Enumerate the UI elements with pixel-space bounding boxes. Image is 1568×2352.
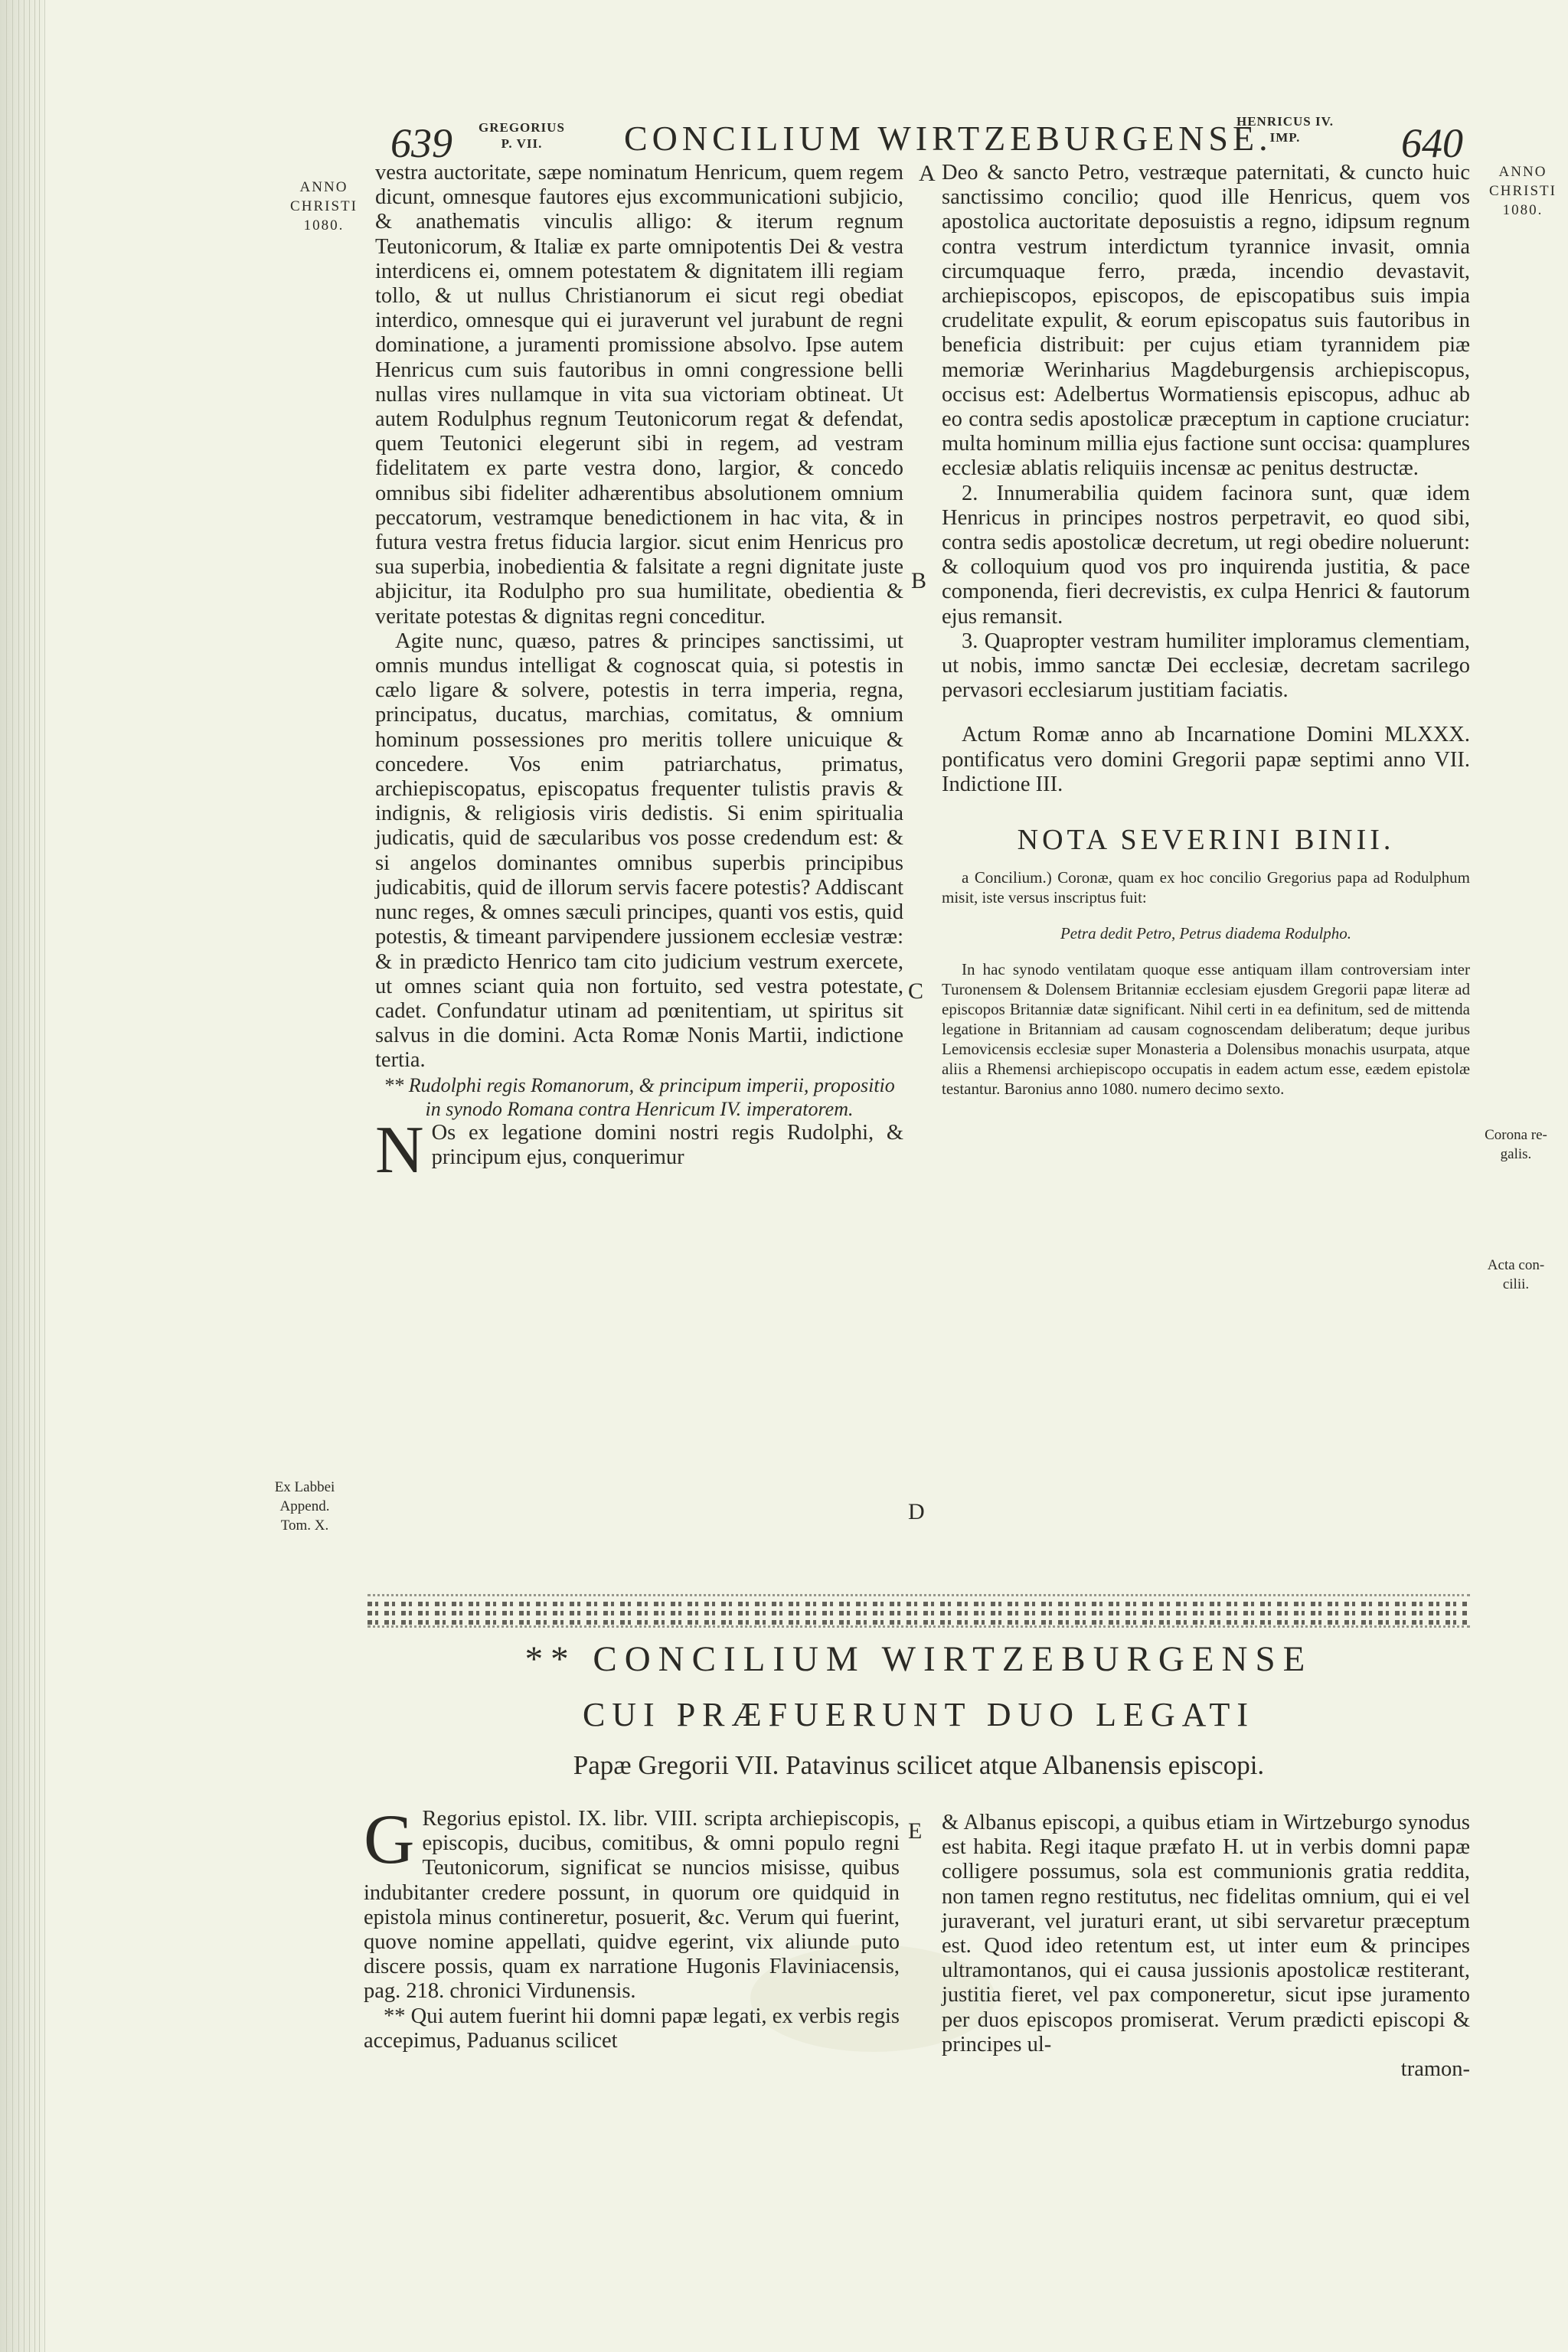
header-right-small: HENRICUS IV. IMP. [1236,114,1334,145]
albanus-paragraph: & Albanus episcopi, a quibus etiam in Wirtzeburgo synodus est habita. Regi itaque præfato H. ut in verbis domni papæ colligere possumus, sola est communionis gratia reddita, non tamen regno restitutus, nec fidelitas omnium, qui ei vel juraverant, vel juraturi erant, ut sibi servaretur præceptum est. Quod ideo retentum est, ut inter eum & principes ultramontanos, qui ei causa jussionis apostolicæ restiterant, justitia fieret, vel pax componeretur, sicut ipse juramento per duos episcopos promiserat. Verum prædicti episcopi & principes ul- [942,1811,1470,2056]
qui-paragraph: ** Qui autem fuerint hii domni papæ legati, ex verbis regis accepimus, Paduanus scilicet [364,2004,900,2053]
episcopi-heading: Papæ Gregorii VII. Patavinus scilicet atque Albanensis episcopi. [573,1750,1265,1780]
legati-heading: CUI PRÆFUERUNT DUO LEGATI [582,1696,1256,1733]
book-page-edge [0,0,45,2352]
catchword: tramon- [1400,2057,1470,2082]
right-column-text: Deo & sancto Petro, vestræque paternitati, & cuncto huic sanctissimo concilio; quod ille Henricus, quem vos apostolica auctoritate deposuistis a regno, idipsum regnum contra vestrum interdictum tyrannice invasit, omnia circumquaque ferro, præda, incendio devastavit, archiepiscopos, episcopos, de episcopatibus suis impia crudelitate expulit, & eorum episcopatus suis fautoribus in beneficia distribuit: per cujus etiam tyrannidem piæ memoriæ Werinharius Magdeburgensis archiepiscopus, occisus est: Adelbertus Wormatiensis episcopus, adhuc ab eo contra sedis apostolicæ præceptum in captione cruciatur: multa hominum millia ejus factione sunt occisa: quamplures ecclesiæ ablatis reliquiis incensæ ac penitus destructæ. [942,161,1470,481]
right-column [942,161,1470,1099]
drop-cap-g: G [364,1800,415,1878]
section-marker-c: C [908,978,924,1004]
note-b: In hac synodo ventilatam quoque esse antiquam illam controversiam inter Turonensem & Dolensem Britanniæ ecclesiam ejusdem Gregorii papæ literæ ad episcopos Britanniæ datæ significant. Nihil certi in ea definitum, sed de mittenda legatione in Britanniam ad causam cognoscendam deliberatum; deque juribus Lemovicensis ecclesiæ super Monasteria a Dolensibus monachis usurpata, atque aliis a Rhemensi archiepiscopo occupatis in eadem actum esse, eædem epistolæ testantur. Baronius anno 1080. numero decimo sexto. [942,960,1470,1099]
page-title: CONCILIUM WIRTZEBURGENSE. [624,119,1272,158]
paragraph-2: 2. Innumerabilia quidem facinora sunt, quæ idem Henricus in principes nostros perpetravit, eo quod sibi, contra sedis apostolicæ decretum, ut regi obedire noluerunt: & colloquium quod vos pro inquirenda justitia, & pace componenda, fieri decrevistis, ex culpa Henrici & fautorum ejus remansit. [942,481,1470,629]
margin-year-right: ANNO CHRISTI 1080. [1489,164,1557,218]
left-column-text: vestra auctoritate, sæpe nominatum Henricum, quem regem dicunt, omnesque fautores ejus excommunicationi subjicio, & anathematis vinculis alligo: & iterum regnum Teutonicorum, & Italiæ ex parte omnipotentis Dei & vestra interdicens ei, omnem potestatem & dignitatem illi regiam tollo, & ut nullus Christianorum ei sicut regi obediat interdico, omnesque qui ei juraverunt vel jurabunt de regni dominatione, a juramenti promissione absolvo. Ipse autem Henricus cum suis fautoribus in omni congressione belli nullas vires nullamque in vita sua victoriam obtineat. Ut autem Rodulphus regnum Teutonicorum regat & defendat, quem Teutonici elegerunt sibi in regem, ad vestram fidelitatem ex parte vestra dono, largior, & concedo omnibus sibi fideliter adhærentibus absolutionem omnium peccatorum, vestramque benedictionem in hac vita, & in futura vestra fretus fiducia largior. sicut enim Henricus pro sua superbia, inobedientia & falsitate a regni dignitate juste abjicitur, ita Rodulpho pro sua humilitate, obedientia & veritate potestas & dignitas regni conceditur. [375,161,903,629]
page-number-left: 639 [390,120,452,166]
section-marker-d: D [908,1499,925,1524]
agite-paragraph: Agite nunc, quæso, patres & principes sanctissimi, ut omnis mundus intelligat & cognoscat quia, si potestis in cælo ligare & solvere, potestis in terra imperia, regna, principatus, ducatus, marchias, comitatus, & omnium hominum possessiones pro meritis tollere unicuique & concedere. Vos enim patriarchatus, primatus, archiepiscopatus, episcopatus frequenter tulistis pravis & indignis, & religiosis viris dedistis. Si enim spiritualia judicatis, quid de sæcularibus vos posse credendum est: & si angelos dominantes omnibus superbis principibus judicabitis, quid de illorum servis facere potestis? Addiscant nunc reges, & omnes sæculi principes, quanti vos estis, quid potestis, & timeant parvipendere jussionem ecclesiæ vestræ: & in prædicto Henrico tam cito judicium vestrum exercete, ut omnes sciant quia non fortuito, sed vestra potestate, cadet. Confundatur utinam ad pœnitentiam, ut spiritus sit salvus in die domini. Acta Romæ Nonis Martii, indictione tertia. [375,629,903,1073]
drop-cap-n: N [375,1112,424,1187]
section-marker-e: E [908,1818,923,1844]
rudolphi-subheading: ** Rudolphi regis Romanorum, & principum imperii, propositio in synodo Romana contra Henricum IV. imperatorem. [384,1073,895,1120]
concilium-heading: ** CONCILIUM WIRTZEBURGENSE [524,1639,1313,1679]
left-column [375,161,903,1187]
decorative-border-dots [368,1594,1470,1628]
gregorius-paragraph: Regorius epistol. IX. libr. VIII. scripta archiepiscopis, episcopis, ducibus, comitibus, & omni populo regni Teutonicorum, significat se nuncios misisse, quibus indubitanter credere possunt, in quorum ore quidquid in epistola minus contineretur, posuerit, &c. Verum qui fuerint, quove nomine appellati, quidve egerint, vix aliunde puto discere possis, quam ex narratione Hugonis Flaviniacensis, pag. 218. chronici Virdunensis. [364,1807,900,2004]
note-verse: Petra dedit Petro, Petrus diadema Rodulpho. [1060,924,1352,943]
margin-year-left: ANNO CHRISTI 1080. [290,179,358,234]
bottom-left-column [364,1800,900,2053]
margin-corona-note: Corona re- galis. [1485,1127,1547,1162]
bottom-right-column [942,1811,1470,2082]
nos-paragraph: Os ex legatione domini nostri regis Rudolphi, & principum ejus, conquerimur [431,1120,903,1169]
margin-source-note: Ex Labbei Append. Tom. X. [274,1479,335,1534]
header-left-small: GREGORIUS P. VII. [479,120,565,151]
note-a: a Concilium.) Coronæ, quam ex hoc concilio Gregorius papa ad Rodulphum misit, iste versus inscriptus fuit: [942,868,1470,907]
actum-paragraph: Actum Romæ anno ab Incarnatione Domini MLXXX. pontificatus vero domini Gregorii papæ septimi anno VII. Indictione III. [942,723,1470,796]
nota-heading: NOTA SEVERINI BINII. [1017,824,1395,857]
section-marker-b: B [911,568,927,593]
section-marker-a: A [919,161,936,186]
page-number-right: 640 [1401,120,1463,166]
margin-acta-note: Acta con- cilii. [1487,1257,1545,1292]
paragraph-3: 3. Quapropter vestram humiliter imploramus clementiam, ut nobis, immo sanctæ Dei ecclesiæ, decretam sacrilego pervasori ecclesiarum justitiam faciatis. [942,629,1470,703]
